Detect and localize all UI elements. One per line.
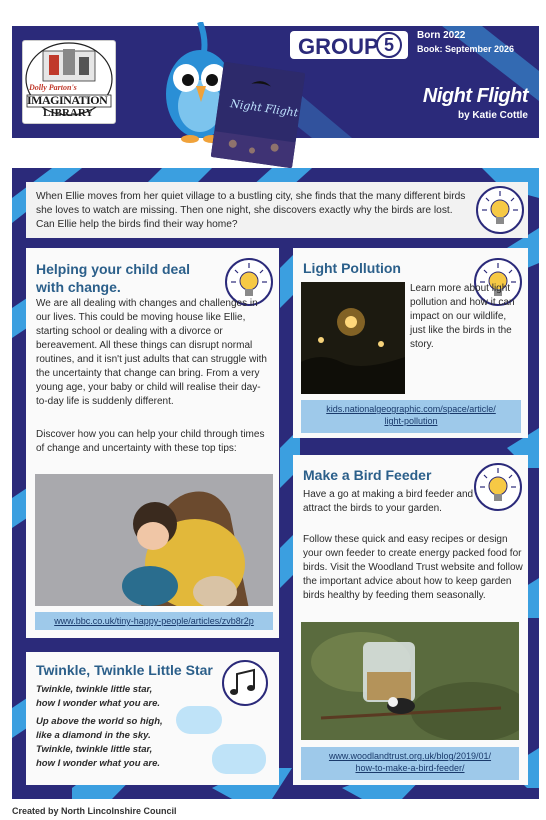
rhyme-line: Twinkle, twinkle little star,: [36, 684, 153, 695]
logo-text-imagination: IMAGINATION: [27, 93, 108, 107]
change-heading-line1: Helping your child deal: [36, 261, 191, 277]
change-heading: [36, 260, 216, 296]
rhyme-line: Twinkle, twinkle little star,: [36, 744, 153, 755]
feeder-panel: [293, 455, 528, 785]
rhyme-line: Up above the world so high,: [36, 716, 163, 727]
group-number: 5: [376, 32, 402, 58]
group-badge: [290, 31, 408, 59]
pollution-heading: Light Pollution: [303, 260, 401, 276]
logo-text-library: LIBRARY: [43, 107, 94, 119]
rhyme-panel: [26, 652, 279, 785]
rhyme-verse: [36, 683, 186, 771]
pollution-panel: [293, 248, 528, 438]
child-hug-photo: [35, 474, 273, 606]
rhyme-line: how I wonder what you are.: [36, 698, 161, 709]
born-year: Born 2022: [417, 30, 466, 41]
book-cover-title: Night Flight: [229, 97, 299, 120]
natgeo-link-line2[interactable]: light-pollution: [384, 416, 438, 426]
book-date: Book: September 2026: [417, 44, 515, 54]
change-para2: Discover how you can help your child through times of change and uncertainty with these top tips:: [36, 429, 265, 454]
rhyme-heading: Twinkle, Twinkle Little Star: [36, 662, 213, 678]
imagination-library-logo: [22, 40, 116, 124]
feeder-para1: Have a go at making a bird feeder and attract the birds to your garden.: [303, 489, 474, 514]
natgeo-link[interactable]: [301, 400, 521, 433]
change-para1: We are all dealing with changes and challenges in our lives. This could be moving house like Ellie, starting school or dealing with a divorce or bereavement. All these things can disrupt normal routines, and it isn't just adults that can struggle with the uncertainty that change can bring. From a very young age, your baby or child will realise their day-to-day life is suddenly different.: [36, 298, 267, 407]
woodland-trust-link[interactable]: [301, 747, 519, 780]
book-author: by Katie Cottle: [457, 110, 528, 121]
cloud-decoration: [176, 706, 222, 734]
music-note-icon: [220, 658, 270, 708]
pollution-text: Learn more about light pollution and how it can impact on our wildlife, just like the birds in the story.: [410, 283, 515, 350]
woodland-link-line2[interactable]: how-to-make-a-bird-feeder/: [355, 763, 465, 773]
city-lights-photo: [301, 282, 405, 394]
natgeo-link-line1[interactable]: kids.nationalgeographic.com/space/article/: [326, 404, 496, 414]
book-cover-image: [211, 62, 306, 168]
footer-credit: Created by North Lincolnshire Council: [12, 806, 177, 816]
bird-feeder-photo: [301, 622, 519, 740]
lightbulb-icon: [476, 186, 524, 234]
logo-text-dolly: Dolly Parton's: [29, 83, 77, 92]
cloud-decoration: [212, 744, 266, 774]
rhyme-line: like a diamond in the sky.: [36, 730, 151, 741]
feeder-heading: Make a Bird Feeder: [303, 467, 432, 483]
rhyme-line: how I wonder what you are.: [36, 758, 161, 769]
change-panel: [26, 248, 279, 638]
bbc-link[interactable]: www.bbc.co.uk/tiny-happy-people/articles/zvb8r2p: [35, 612, 273, 630]
feeder-para2: Follow these quick and easy recipes or design your own feeder to create energy packed food for birds. Visit the Woodland Trust website and follow the important advice about how to keep garden birds healthy by feeding them seasonally.: [303, 534, 523, 601]
woodland-link-line1[interactable]: www.woodlandtrust.org.uk/blog/2019/01/: [328, 751, 492, 761]
lightbulb-icon: [474, 463, 522, 511]
intro-text: When Ellie moves from her quiet village to a bustling city, she finds that the many different birds she loves to watch are missing. Then one night, she discovers exactly why the birds are lost. Can Ellie help the birds find their way home?: [36, 191, 466, 230]
group-label: GROUP: [298, 34, 379, 59]
intro-panel: [26, 182, 528, 238]
book-title: Night Flight: [422, 85, 528, 107]
change-heading-line2: with change.: [36, 279, 121, 295]
